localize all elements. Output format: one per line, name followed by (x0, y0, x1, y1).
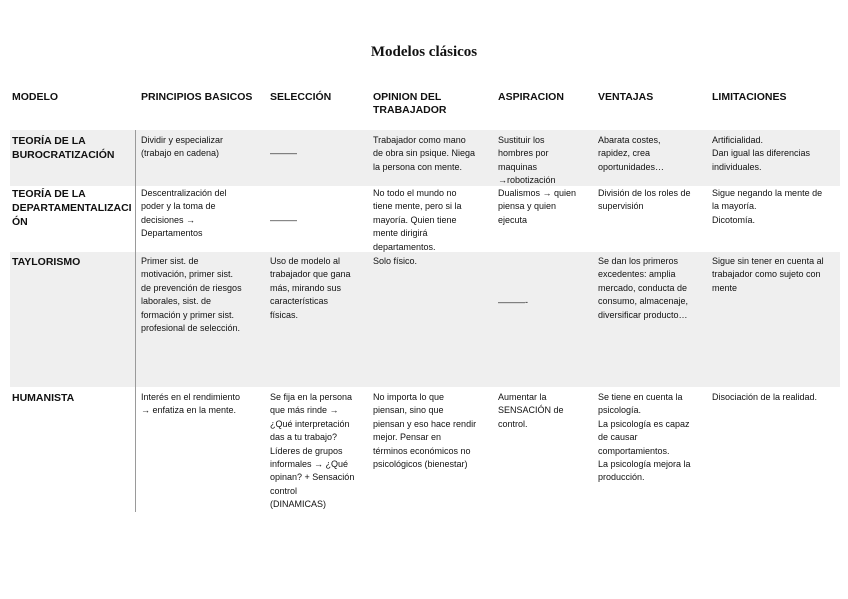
header-modelo: MODELO (12, 91, 59, 103)
limitaciones-cell: Artificialidad. Dan igual las diferencias individuales. (712, 135, 811, 172)
page-title: Modelos clásicos (370, 44, 478, 60)
aspiracion-cell: Dualismos → quien piensa y quien ejecuta (498, 188, 577, 225)
header-ventajas: VENTAJAS (598, 91, 654, 103)
opinion-cell: No todo el mundo no tiene mente, pero si la mayoría. Quien tiene mente dirigirá departamentos. (373, 188, 462, 252)
model-name: TEORÍA DE LA DEPARTAMENTALIZACI ÓN (12, 188, 132, 228)
model-name: HUMANISTA (12, 392, 75, 404)
principios-cell: Descentralización del poder y la toma de decisiones → Departamentos (141, 188, 227, 239)
ventajas-cell: Se tiene en cuenta la psicología. La psicología es capaz de causar comportamientos. La psicología mejora la producción. (598, 392, 691, 483)
opinion-cell: Solo físico. (373, 256, 418, 266)
principios-cell: Dividir y especializar (trabajo en cadena) (141, 135, 224, 159)
seleccion-cell: Se fija en la persona que más rinde → ¿Qué interpretación das a tu trabajo? Líderes de grupos informales → ¿Qué opinan? + Sensación control (DINAMICAS) (270, 392, 355, 510)
seleccion-cell: Uso de modelo al trabajador que gana más, mirando sus características físicas. (270, 256, 351, 320)
seleccion-cell: ——— (270, 215, 297, 225)
limitaciones-cell: Sigue negando la mente de la mayoría. Dicotomía. (712, 188, 823, 225)
principios-cell: Primer sist. de motivación, primer sist. de prevención de riesgos laborales, sist. de formación y primer sist. profesional de selección. (141, 256, 242, 334)
model-name: TEORÍA DE LA BUROCRATIZACIÓN (12, 135, 115, 161)
aspiracion-cell: ———- (498, 297, 528, 307)
aspiracion-cell: Aumentar la SENSACIÓN de control. (498, 392, 564, 429)
column-divider (135, 130, 136, 512)
ventajas-cell: Se dan los primeros excedentes: amplia mercado, conducta de consumo, almacenaje, diversificar producto… (598, 256, 689, 320)
opinion-cell: Trabajador como mano de obra sin psique. Niega la persona con mente. (373, 135, 476, 172)
principios-cell: Interés en el rendimiento → enfatiza en la mente. (141, 392, 241, 416)
header-limitaciones: LIMITACIONES (712, 91, 787, 103)
header-opinion: OPINION DEL TRABAJADOR (373, 91, 447, 116)
limitaciones-cell: Disociación de la realidad. (712, 392, 818, 402)
header-seleccion: SELECCIÓN (270, 91, 332, 103)
model-name: TAYLORISMO (12, 256, 81, 268)
ventajas-cell: División de los roles de supervisión (598, 188, 691, 212)
aspiracion-cell: Sustituir los hombres por maquinas →robotización (498, 135, 556, 186)
limitaciones-cell: Sigue sin tener en cuenta al trabajador como sujeto con mente (712, 256, 824, 293)
header-principios: PRINCIPIOS BASICOS (141, 91, 253, 103)
opinion-cell: No importa lo que piensan, sino que piensan y eso hace rendir mejor. Pensar en términos económicos no psicológicos (bienestar) (373, 392, 477, 470)
seleccion-cell: ——— (270, 148, 297, 158)
ventajas-cell: Abarata costes, rapidez, crea oportunidades… (598, 135, 665, 172)
header-aspiracion: ASPIRACION (498, 91, 564, 103)
